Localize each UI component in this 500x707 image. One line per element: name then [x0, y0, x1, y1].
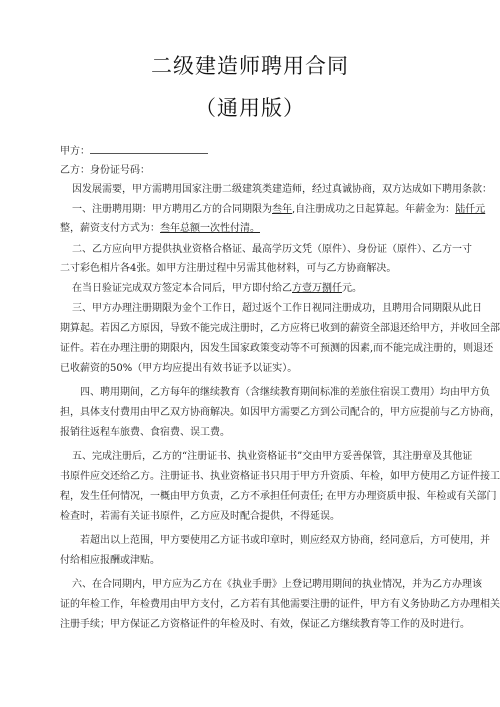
paragraph-line: 二、乙方应向甲方提供执业资格合格证、最高学历文凭（原件）、身份证（原件）、乙方一寸 [72, 244, 472, 255]
party-b-line: 乙方：身份证号码： [60, 165, 150, 176]
paragraph-line: 注册手续；甲方保证乙方资格证件的年检及时、有效，保证乙方继续教育等工作的及时进行。 [60, 619, 470, 630]
party-a-blank [90, 142, 208, 154]
annual-salary: 陆仟元 [455, 204, 486, 215]
paragraph-line: 在当日验证完成双方签定本合同后，甲方即付给乙方壹万捌仟元。 [72, 283, 362, 294]
paragraph-line: 一、注册聘用期：甲方聘用乙方的合同期限为叁年,自注册成功之日起算起。年薪金为：陆仟元 [72, 204, 486, 215]
paragraph-line: 程，发生任何情况，一概由甲方负责，乙方不承担任何责任; 在甲方办理资质申报、年检或有关部门 [60, 491, 497, 502]
paragraph-line: 若超出以上范围，甲方要使用乙方证书或印章时，则应经双方协商，经同意后，方可使用，并 [80, 535, 490, 546]
paragraph-line: 五、完成注册后，乙方的“注册证书、执业资格证书”交由甲方妥善保管，其注册章及其他证 [72, 451, 473, 462]
paragraph-line: 担，具体支付费用由甲乙双方协商解决。如因甲方需要乙方到公司配合的，甲方应提前与乙方协商， [60, 407, 500, 418]
paragraph-line: 二寸彩色相片各4张。如甲方注册过程中另需其他材料，可与乙方协商解决。 [60, 263, 397, 274]
paragraph-line: 期算起。若因乙方原因，导致不能完成注册时，乙方应将已收到的薪资全部退还给甲方，并收回全部 [60, 323, 500, 334]
party-a-label: 甲方： [60, 146, 90, 157]
paragraph-line: 付给相应报酬或津贴。 [60, 555, 160, 566]
party-a-line [60, 142, 465, 158]
document-title: 二级建造师聘用合同 [151, 54, 349, 78]
paragraph-line: 书原件应交还给乙方。注册证书、执业资格证书只用于甲方升资质、年检，如甲方使用乙方证件接工 [60, 471, 500, 482]
payment-method: 叁年总额一次性付清。 [160, 223, 260, 234]
paragraph-line: 证件。若在办理注册的期限内，因发生国家政策变动等不可预测的因素,而不能完成注册的，则退还 [60, 343, 494, 354]
paragraph-line: 证的年检工作，年检费用由甲方支付，乙方若有其他需要注册的证件，甲方有义务协助乙方办理相关 [60, 599, 500, 610]
paragraph-line: 报销往返程车旅费、食宿费、误工费。 [60, 427, 230, 438]
paragraph-line: 整，薪资支付方式为：叁年总额一次性付清。 [60, 223, 260, 234]
paragraph-line: 四、聘用期间，乙方每年的继续教育（含继续教育期间标准的差旅住宿误工费用）均由甲方负 [80, 387, 490, 398]
payment-amount: 方壹万捌仟 [292, 283, 342, 294]
term-years: 叁年 [272, 204, 292, 215]
paragraph-line: 因发展需要，甲方需聘用国家注册二级建筑类建造师，经过真诚协商，双方达成如下聘用条款： [72, 184, 492, 195]
paragraph-line: 检查时，若需有关证书原件，乙方应及时配合提供，不得延误。 [60, 511, 340, 522]
document-subtitle: （通用版） [195, 96, 305, 120]
paragraph-line: 三、甲方办理注册期限为金个工作日，超过返个工作日视同注册成功，且聘用合同期限从此日 [72, 303, 482, 314]
paragraph-line: 六、在合同期内，甲方应为乙方在《执业手册》上登记聘用期间的执业情况，并为乙方办理该 [72, 579, 482, 590]
paragraph-line: 已收薪资的50%（甲方均应提出有效书证予以证实）。 [60, 363, 298, 374]
